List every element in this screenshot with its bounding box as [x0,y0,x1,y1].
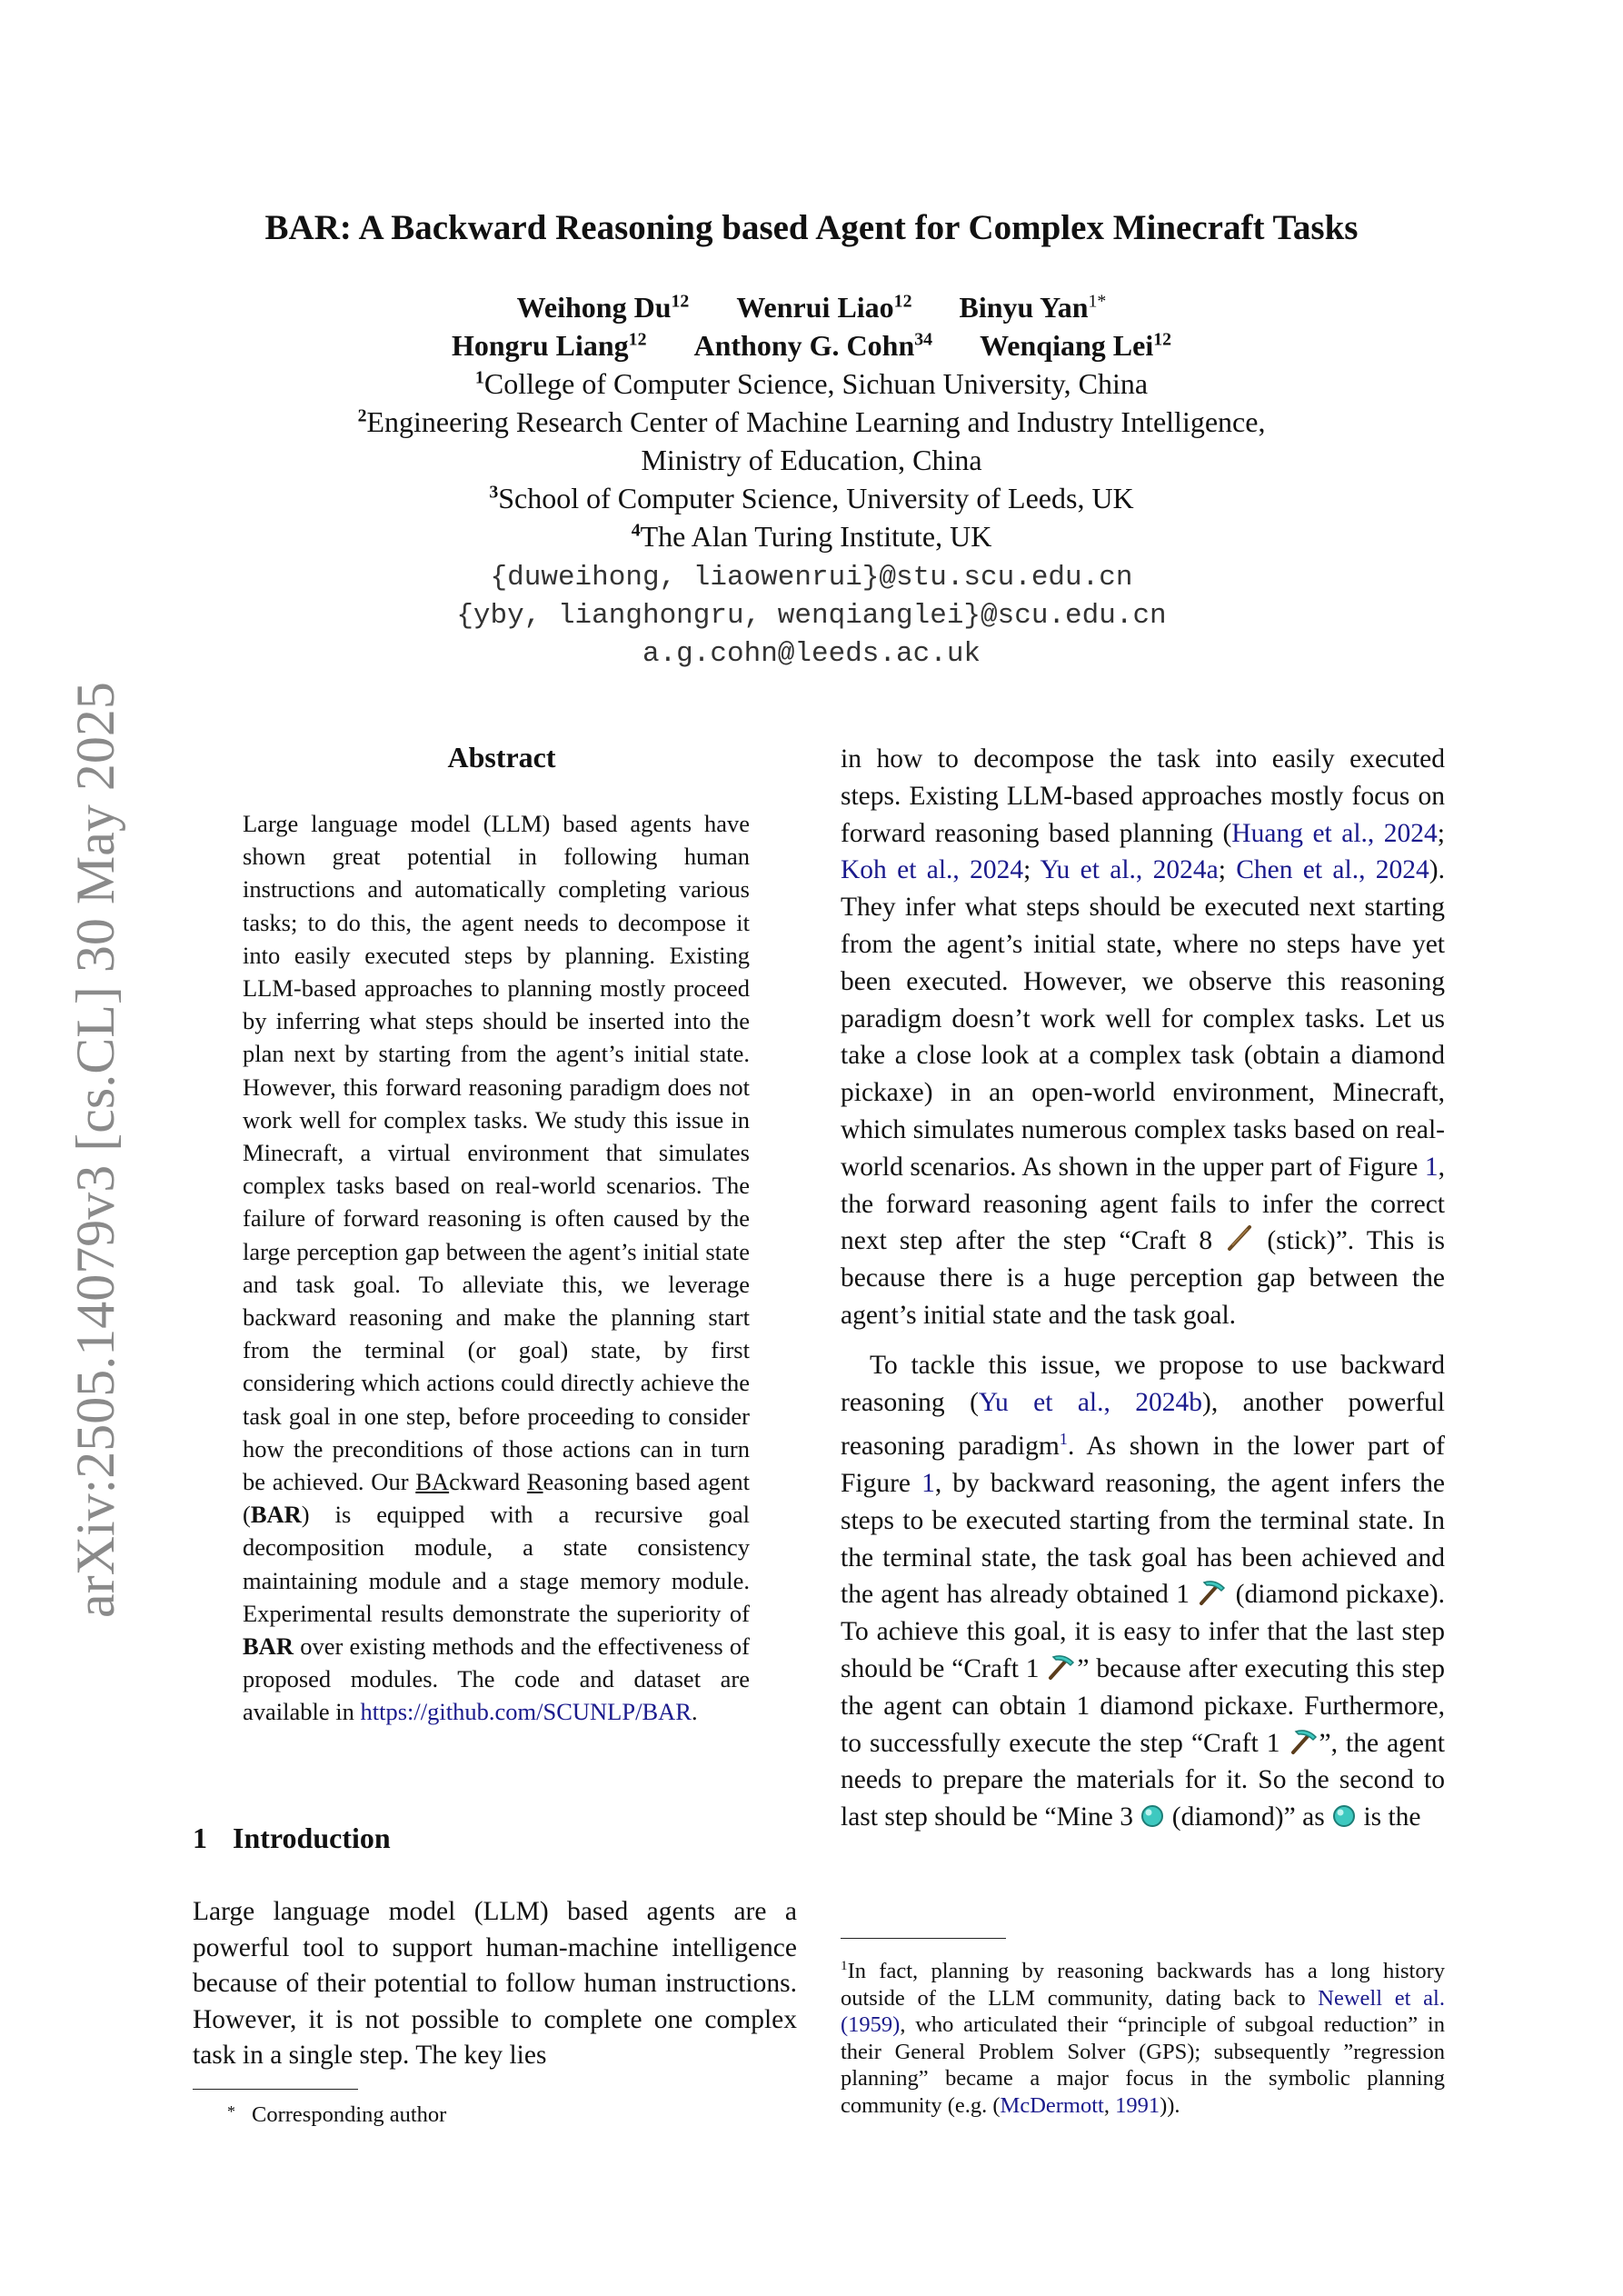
paragraph: in how to decompose the task into easily executed steps. Existing LLM-based approaches mostly focus on forward reasoning based planning (Huang et al., 2024; Koh et al., 2024; Yu et al., 2024a; Chen et al., 2024). They infer what steps should be executed next starting from the agent’s initial state, where no steps have yet been executed. However, we observe this reasoning paradigm doesn’t work well for complex tasks. Let us take a close look at a complex task (obtain a diamond pickaxe) in an open-world environment, Minecraft, which simulates numerous complex tasks based on real-world scenarios. As shown in the upper part of Figure 1, the forward reasoning agent fails to infer the correct next step after the step “Craft 8 (stick)”. This is because there is a huge perception gap between the agent’s initial state and the task goal. [841,744,1446,1330]
section-heading-introduction: 1 Introduction [193,1822,391,1854]
citation[interactable]: Koh et al., 2024 [841,855,1024,885]
introduction-body: Large language model (LLM) based agents are a powerful tool to support human-machine intelligence because of their potential to follow human instructions. However, it is not possible to complete one complex task in a single step. The key lies [193,1897,797,2070]
author: Wenrui Liao$^{12}$ [736,291,912,324]
affiliation-4: $^4$The Alan Turing Institute, UK [631,520,992,553]
citation[interactable]: Yu et al., 2024b [978,1387,1203,1417]
abstract-heading: Abstract [447,741,556,774]
author: Binyu Yan$^{1*}$ [959,291,1107,324]
stick-icon [1225,1223,1254,1253]
github-link[interactable]: https://github.com/SCUNLP/BAR [360,1698,692,1726]
abstract-body: Large language model (LLM) based agents have shown great potential in following human instructions and automatically completing various tasks; to do this, the agent needs to decompose it into easily executed steps by planning. Existing LLM-based approaches to planning mostly proceed by inferring what steps should be inserted into the plan next by starting from the agent’s initial state. However, this forward reasoning paradigm does not work well for complex tasks. We study this issue in Minecraft, a virtual environment that simulates complex tasks based on real-world scenarios. The failure of forward reasoning is often caused by the large perception gap between the agent’s initial state and task goal. To alleviate this, we leverage backward reasoning and make the planning start from the terminal (or goal) state, by first considering which actions could directly achieve the task goal in one step, before proceeding to consider how the preconditions of those actions can in turn be achieved. Our BAckward Reasoning based agent (BAR) is equipped with a recursive goal decomposition module, a state consistency maintaining module and a stage memory module. Experimental results demonstrate the superiority of BAR over existing methods and the effectiveness of proposed modules. The code and dataset are available in https://github.com/SCUNLP/BAR. [243,810,750,1726]
arxiv-id-text: arXiv:2505.14079v3 [cs.CL] 30 May 2025 [65,682,125,1618]
email-line-3: a.g.cohn@leeds.ac.uk [642,638,981,670]
footnote-corresponding-author: * Corresponding author [227,2102,447,2127]
author: Wenqiang Lei$^{12}$ [980,329,1172,362]
citation[interactable]: 1991 [1115,2092,1160,2118]
arxiv-identifier-stamp [18,664,154,1663]
citation[interactable]: Yu et al., 2024a [1040,855,1219,885]
diamond-icon [1140,1803,1165,1829]
footnote-1: $^1$In fact, planning by reasoning backwards has a long history outside of the LLM community, dating back to Newell et al. (1959), who articulated their “principle of subgoal reduction” in their General Problem Solver (GPS); subsequently ”regression planning” became a major focus in the symbolic planning community (e.g. (McDermott, 1991)). [841,1958,1445,2118]
citation[interactable]: Newell et al. (1959) [841,1985,1445,2038]
citation[interactable]: McDermott [1000,2092,1104,2118]
citation[interactable]: Chen et al., 2024 [1236,855,1429,885]
diamond-icon [1331,1803,1357,1829]
paper-title: BAR: A Backward Reasoning based Agent for Complex Minecraft Tasks [264,208,1359,247]
paragraph: To tackle this issue, we propose to use backward reasoning (Yu et al., 2024b), another powerful reasoning paradigm$^1$. As shown in the lower part of Figure 1, by backward reasoning, the agent infers the steps to be executed starting from the terminal state. In the terminal state, the task goal has been achieved and the agent has already obtained 1 (diamond pickaxe). To achieve this goal, it is easy to infer that the last step should be “Craft 1 ” because after executing this step the agent can obtain 1 diamond pickaxe. Furthermore, to successfully execute the step “Craft 1 ”, the agent needs to prepare the materials for it. So the second to last step should be “Mine 3 (diamond)” as is the [841,1350,1446,1832]
citation[interactable]: Huang et al., 2024 [1231,818,1438,848]
right-column-body [841,741,1445,1836]
footnote-ref[interactable]: 1 [1059,1430,1068,1449]
footnote-rule-left [193,2089,358,2090]
affiliation-2-continued: Ministry of Education, China [641,444,982,476]
figure-ref[interactable]: 1 [1424,1152,1439,1182]
author: Anthony G. Cohn$^{34}$ [693,329,933,362]
email-line-2: {yby, lianghongru, wenqianglei}@scu.edu.cn [456,600,1167,632]
author: Hongru Liang$^{12}$ [451,329,647,362]
affiliation-3: $^3$School of Computer Science, University of Leeds, UK [489,482,1134,514]
authors-line-1 [0,291,1623,324]
affiliation-2: $^2$Engineering Research Center of Machine Learning and Industry Intelligence, [357,405,1266,438]
footnote-rule-right [841,1938,1006,1939]
diamond-pickaxe-icon [1046,1652,1077,1681]
figure-ref[interactable]: 1 [921,1468,935,1498]
affiliation-1: $^1$College of Computer Science, Sichuan University, China [474,367,1149,400]
email-line-1: {duweihong, liaowenrui}@stu.scu.edu.cn [490,562,1133,594]
author: Weihong Du$^{12}$ [516,291,690,324]
diamond-pickaxe-icon [1289,1726,1319,1755]
authors-line-2 [0,329,1623,363]
diamond-pickaxe-icon [1197,1577,1228,1606]
